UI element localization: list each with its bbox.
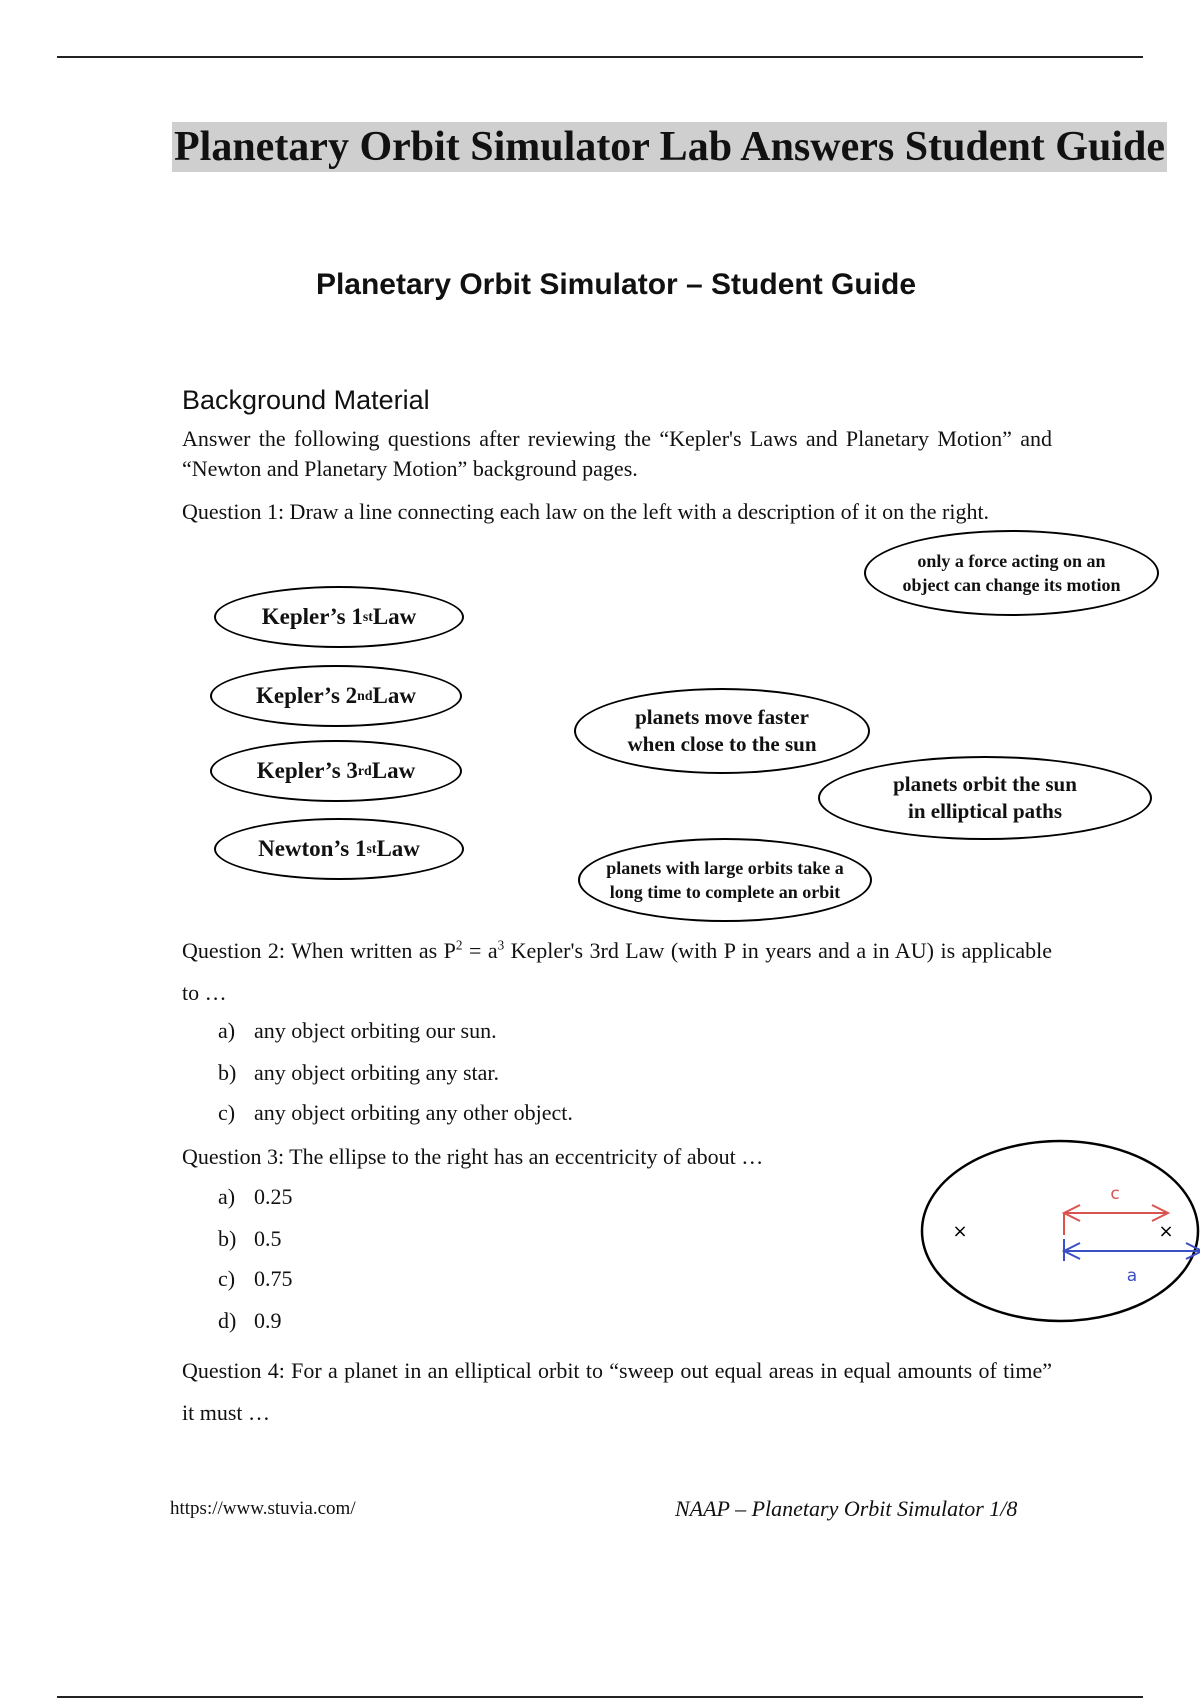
law-label-prefix: Kepler’s 1 <box>261 604 363 629</box>
option-text: 0.75 <box>254 1266 293 1291</box>
a-label: a <box>1126 1266 1138 1286</box>
question-1: Question 1: Draw a line connecting each law on the left with a description of it on the right. <box>182 499 990 524</box>
description-line: only a force acting on an <box>917 551 1106 571</box>
option-text: 0.5 <box>254 1226 282 1251</box>
law-label-prefix: Kepler’s 3 <box>256 758 358 783</box>
focus-marker-right: × <box>1158 1221 1174 1242</box>
q3-option-c <box>218 1266 293 1292</box>
focus-marker-left: × <box>952 1221 968 1242</box>
law-label-suffix: Law <box>376 836 420 861</box>
document-title: Planetary Orbit Simulator Lab Answers Student Guide <box>174 124 1165 170</box>
law-label-prefix: Newton’s 1 <box>258 836 367 861</box>
q3-option-d <box>218 1308 282 1334</box>
question-2 <box>182 930 1052 1014</box>
description-line: object can change its motion <box>902 575 1121 595</box>
a-arrow <box>1064 1239 1200 1261</box>
law-label-prefix: Kepler’s 2 <box>256 683 358 708</box>
top-rule <box>57 56 1143 58</box>
question-4: Question 4: For a planet in an elliptical orbit to “sweep out equal areas in equal amounts of time” it must … <box>182 1358 1052 1425</box>
option-text: 0.9 <box>254 1308 282 1333</box>
q2-exponent-p: 2 <box>455 937 463 953</box>
law-oval-kepler-1: Kepler’s 1 st Law <box>214 586 464 648</box>
q2-intro: Question 2: When written as P <box>182 938 456 963</box>
footer-reference: NAAP – Planetary Orbit Simulator 1/8 <box>675 1496 1018 1521</box>
option-text: any object orbiting our sun. <box>254 1018 497 1043</box>
ellipse-figure <box>920 1135 1200 1325</box>
description-line: when close to the sun <box>627 732 817 756</box>
law-label-suffix: Law <box>372 604 417 629</box>
law-oval-kepler-3: Kepler’s 3 rd Law <box>210 740 462 802</box>
option-label: a) <box>218 1018 236 1043</box>
option-label: b) <box>218 1060 237 1085</box>
footer-url: https://www.stuvia.com/ <box>170 1498 356 1519</box>
description-oval-large-orbits <box>578 838 872 922</box>
section-heading: Background Material <box>182 385 430 415</box>
intro-paragraph: Answer the following questions after reviewing the “Kepler's Laws and Planetary Motion” and “Newton and Planetary Motion” background pages. <box>182 426 1052 481</box>
question-3: Question 3: The ellipse to the right has an eccentricity of about … <box>182 1144 764 1169</box>
bottom-rule <box>57 1696 1143 1698</box>
description-oval-force <box>864 530 1159 616</box>
q2-exponent-a: 3 <box>497 937 505 953</box>
q2-option-c <box>218 1100 573 1126</box>
description-line: planets with large orbits take a <box>606 858 844 878</box>
q2-option-b <box>218 1060 499 1086</box>
law-oval-kepler-2: Kepler’s 2 nd Law <box>210 665 462 727</box>
option-text: any object orbiting any star. <box>254 1060 499 1085</box>
option-label: a) <box>218 1184 236 1209</box>
description-line: long time to complete an orbit <box>609 882 841 902</box>
law-label-suffix: Law <box>371 758 416 783</box>
law-label-suffix: Law <box>372 683 416 708</box>
option-text: 0.25 <box>254 1184 293 1209</box>
q2-tail: Kepler's 3rd Law (with P in years and a in AU) is applicable to … <box>182 938 1053 1005</box>
option-label: d) <box>218 1308 237 1333</box>
option-label: c) <box>218 1100 236 1125</box>
q3-option-a <box>218 1184 293 1210</box>
description-line: planets orbit the sun <box>893 772 1077 796</box>
option-label: b) <box>218 1226 237 1251</box>
guide-title: Planetary Orbit Simulator – Student Guide <box>315 268 917 301</box>
description-oval-elliptical <box>818 756 1152 840</box>
q3-option-b <box>218 1226 282 1252</box>
option-text: any object orbiting any other object. <box>254 1100 573 1125</box>
q2-mid: = a <box>462 938 498 963</box>
c-label: c <box>1110 1184 1120 1204</box>
description-line: planets move faster <box>635 705 809 729</box>
q2-option-a <box>218 1018 497 1044</box>
c-arrow <box>1064 1205 1168 1235</box>
description-oval-faster <box>574 688 870 774</box>
description-line: in elliptical paths <box>907 799 1063 823</box>
option-label: c) <box>218 1266 236 1291</box>
law-oval-newton-1: Newton’s 1 st Law <box>214 818 464 880</box>
